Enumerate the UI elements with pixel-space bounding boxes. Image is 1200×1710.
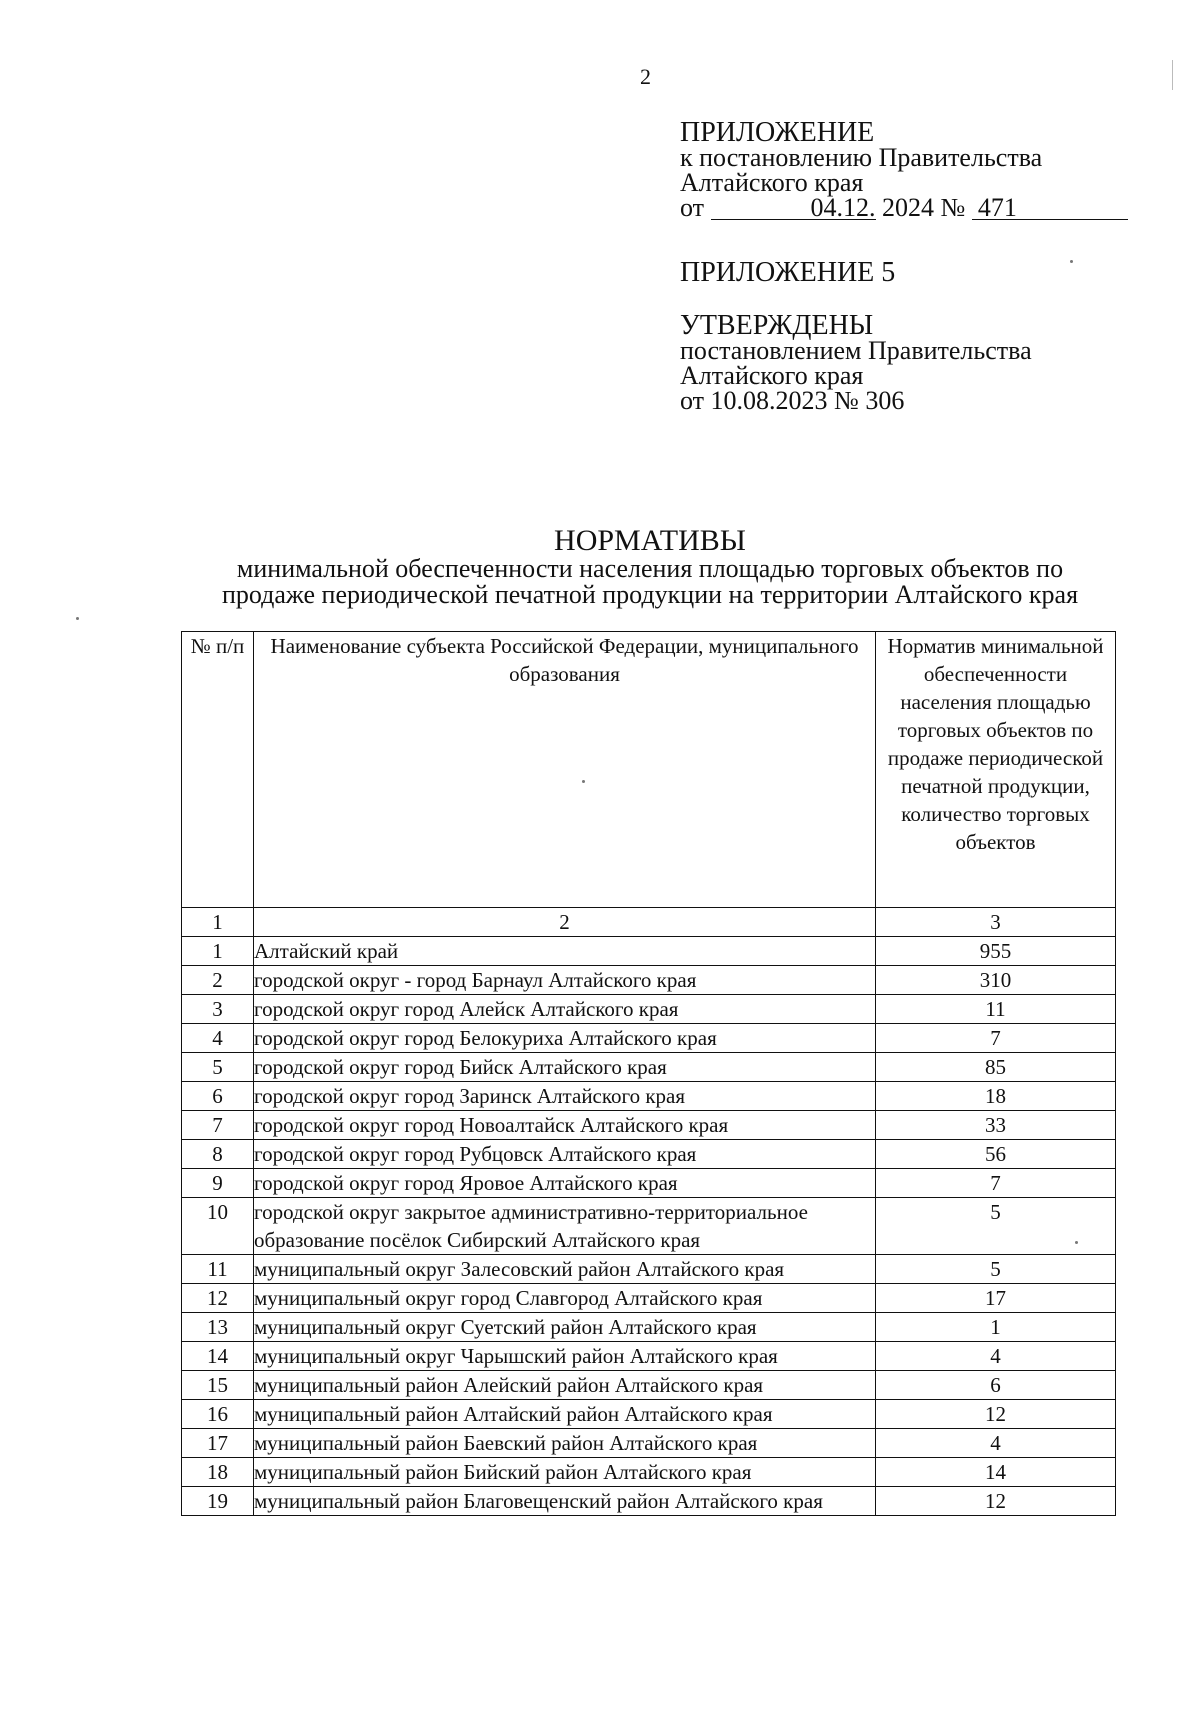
row-name: городской округ город Новоалтайск Алтайского края [254, 1111, 876, 1140]
header-number: № п/п [182, 632, 254, 908]
approved-line-3: от 10.08.2023 № 306 [680, 386, 905, 415]
row-name: муниципальный округ Чарышский район Алтайского края [254, 1342, 876, 1371]
approved-line-2: Алтайского края [680, 361, 864, 390]
row-number: 15 [182, 1371, 254, 1400]
row-name: городской округ город Алейск Алтайского края [254, 995, 876, 1024]
row-number: 19 [182, 1487, 254, 1516]
row-value: 17 [876, 1284, 1116, 1313]
appendix-date-line [680, 195, 1128, 220]
row-value: 7 [876, 1169, 1116, 1198]
row-number: 5 [182, 1053, 254, 1082]
table-row [182, 1400, 1116, 1429]
row-number: 18 [182, 1458, 254, 1487]
row-number: 11 [182, 1255, 254, 1284]
table-row [182, 1342, 1116, 1371]
row-value: 56 [876, 1140, 1116, 1169]
approved-heading: УТВЕРЖДЕНЫ [680, 310, 874, 341]
norms-table [181, 631, 1116, 1516]
document-title-block [150, 526, 1150, 608]
number-field: 471 [972, 197, 1128, 220]
row-name: муниципальный район Благовещенский район Алтайского края [254, 1487, 876, 1516]
row-number: 9 [182, 1169, 254, 1198]
row-value: 7 [876, 1024, 1116, 1053]
table-row [182, 1140, 1116, 1169]
row-value: 5 [876, 1255, 1116, 1284]
table-row [182, 1111, 1116, 1140]
table-row [182, 1198, 1116, 1255]
row-name: муниципальный район Бийский район Алтайского края [254, 1458, 876, 1487]
date-prefix: от [680, 193, 705, 222]
row-name: городской округ город Заринск Алтайского края [254, 1082, 876, 1111]
table-row [182, 1429, 1116, 1458]
table-row [182, 966, 1116, 995]
table-row [182, 1284, 1116, 1313]
row-value: 4 [876, 1342, 1116, 1371]
row-number: 12 [182, 1284, 254, 1313]
row-name: муниципальный округ Залесовский район Алтайского края [254, 1255, 876, 1284]
row-number: 14 [182, 1342, 254, 1371]
table-row [182, 1487, 1116, 1516]
row-value: 33 [876, 1111, 1116, 1140]
row-value: 12 [876, 1487, 1116, 1516]
column-number-row [182, 908, 1116, 937]
table-row [182, 937, 1116, 966]
appendix-line-2: Алтайского края [680, 168, 864, 197]
row-number: 17 [182, 1429, 254, 1458]
document-title: НОРМАТИВЫ [554, 524, 746, 557]
table-row [182, 1082, 1116, 1111]
table-row [182, 995, 1116, 1024]
table-row [182, 1024, 1116, 1053]
row-number: 8 [182, 1140, 254, 1169]
table-row [182, 1255, 1116, 1284]
row-name: городской округ закрытое административно-территориальное образование посёлок Сибирский Алтайского края [254, 1198, 876, 1255]
header-name: Наименование субъекта Российской Федерации, муниципального образования [254, 632, 876, 908]
row-value: 1 [876, 1313, 1116, 1342]
document-subtitle-line-2: продаже периодической печатной продукции на территории Алтайского края [221, 580, 1079, 609]
table-row [182, 1313, 1116, 1342]
row-number: 6 [182, 1082, 254, 1111]
approval-block [680, 117, 1128, 415]
row-name: городской округ - город Барнаул Алтайского края [254, 966, 876, 995]
appendix-line-1: к постановлению Правительства [680, 143, 1043, 172]
header-norm: Норматив минимальной обеспеченности населения площадью торговых объектов по продаже периодической печатной продукции, количество торговых объектов [876, 632, 1116, 908]
row-name: городской округ город Бийск Алтайского края [254, 1053, 876, 1082]
row-number: 4 [182, 1024, 254, 1053]
table-row [182, 1458, 1116, 1487]
column-number: 1 [182, 908, 254, 937]
row-value: 12 [876, 1400, 1116, 1429]
row-value: 310 [876, 966, 1116, 995]
row-value: 4 [876, 1429, 1116, 1458]
appendix-5-heading: ПРИЛОЖЕНИЕ 5 [680, 257, 896, 288]
year: 2024 [882, 193, 935, 222]
row-number: 10 [182, 1198, 254, 1255]
appendix-heading: ПРИЛОЖЕНИЕ [680, 117, 875, 148]
row-number: 1 [182, 937, 254, 966]
row-name: муниципальный район Баевский район Алтайского края [254, 1429, 876, 1458]
row-name: городской округ город Яровое Алтайского края [254, 1169, 876, 1198]
scan-speck [76, 617, 79, 620]
row-value: 5 [876, 1198, 1116, 1255]
row-name: муниципальный район Алейский район Алтайского края [254, 1371, 876, 1400]
table-body [182, 937, 1116, 1516]
row-value: 18 [876, 1082, 1116, 1111]
row-value: 955 [876, 937, 1116, 966]
row-value: 14 [876, 1458, 1116, 1487]
row-name: Алтайский край [254, 937, 876, 966]
row-name: муниципальный округ Суетский район Алтайского края [254, 1313, 876, 1342]
row-number: 16 [182, 1400, 254, 1429]
number-sign: № [940, 193, 966, 222]
row-value: 6 [876, 1371, 1116, 1400]
row-value: 85 [876, 1053, 1116, 1082]
table-row [182, 1371, 1116, 1400]
row-number: 13 [182, 1313, 254, 1342]
date-field: 04.12. [711, 197, 876, 220]
row-number: 2 [182, 966, 254, 995]
scan-edge-mark [1172, 60, 1173, 90]
table-row [182, 1053, 1116, 1082]
column-number: 3 [876, 908, 1116, 937]
column-number: 2 [254, 908, 876, 937]
row-value: 11 [876, 995, 1116, 1024]
row-number: 3 [182, 995, 254, 1024]
table-header-row [182, 632, 1116, 908]
page-number: 2 [640, 64, 651, 89]
row-name: городской округ город Рубцовск Алтайского края [254, 1140, 876, 1169]
row-name: муниципальный округ город Славгород Алтайского края [254, 1284, 876, 1313]
row-number: 7 [182, 1111, 254, 1140]
table-row [182, 1169, 1116, 1198]
row-name: муниципальный район Алтайский район Алтайского края [254, 1400, 876, 1429]
row-name: городской округ город Белокуриха Алтайского края [254, 1024, 876, 1053]
document-subtitle-line-1: минимальной обеспеченности населения площадью торговых объектов по [236, 554, 1064, 583]
approved-line-1: постановлением Правительства [680, 336, 1032, 365]
